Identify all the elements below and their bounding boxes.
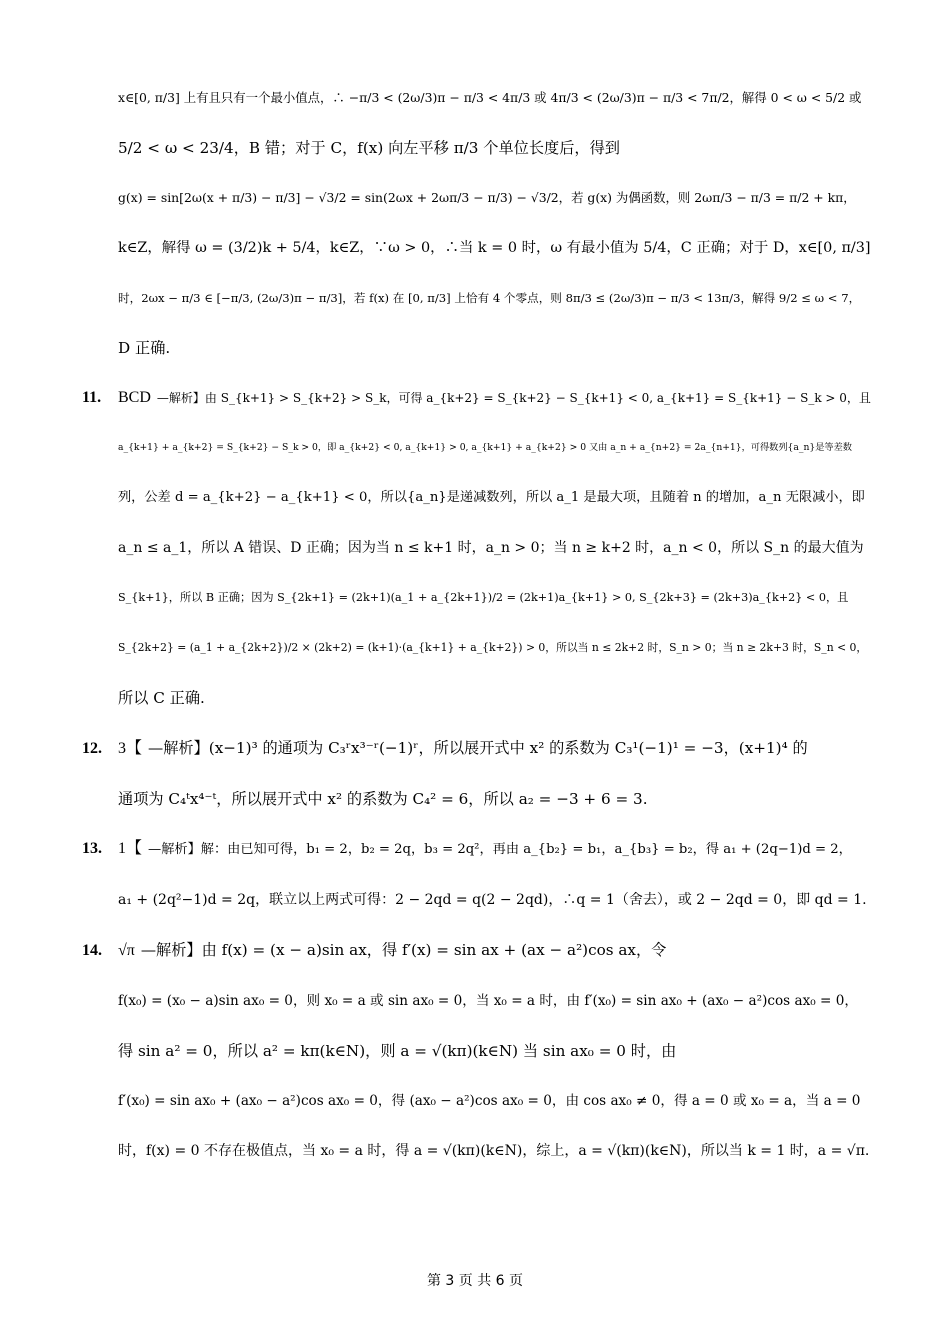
text-line: a_{k+1} + a_{k+2} = S_{k+2} − S_k > 0，即 a_{k+2} < 0, a_{k+1} > 0, a_{k+1} + a_{k+2} > 0 又由 a_n + a_{n+2} = 2a_{n+1}，可得数列{a_n}是等差数	[118, 442, 852, 453]
q10-continuation	[82, 86, 872, 360]
text-line: D 正确.	[118, 339, 171, 357]
text-line: 5/2 < ω < 23/4，B 错；对于 C，f(x) 向左平移 π/3 个单位长度后，得到	[118, 139, 620, 157]
question-header	[82, 386, 872, 410]
text-line: 通项为 C₄ᵗx⁴⁻ᵗ，所以展开式中 x² 的系数为 C₄² = 6，所以 a₂ = −3 + 6 = 3.	[118, 790, 648, 808]
text-line: S_{k+1}，所以 B 正确；因为 S_{2k+1} = (2k+1)(a_1 + a_{2k+1})/2 = (2k+1)a_{k+1} > 0, S_{2k+3} = (2k+3)a_{k+2} < 0，且	[118, 591, 849, 604]
answer-value: 1【	[118, 840, 143, 857]
question-11	[82, 386, 872, 710]
text-line: x∈[0, π/3] 上有且只有一个最小值点，∴ −π/3 < (2ω/3)π − π/3 < 4π/3 或 4π/3 < (2ω/3)π − π/3 < 7π/2，解得 0 < ω < 5/2 或	[118, 90, 862, 105]
text-line: f′(x₀) = sin ax₀ + (ax₀ − a²)cos ax₀ = 0，得 (ax₀ − a²)cos ax₀ = 0，由 cos ax₀ ≠ 0，得 a = 0 或 x₀ = a，当 a = 0	[118, 1093, 861, 1109]
text-line: 时，2ωx − π/3 ∈ [−π/3, (2ω/3)π − π/3]，若 f(x) 在 [0, π/3] 上恰有 4 个零点，则 8π/3 ≤ (2ω/3)π − π/3 < 13π/3，解得 9/2 ≤ ω < 7，	[118, 291, 861, 305]
solution-text: —解析】由 f(x) = (x − a)sin ax，得 f′(x) = sin ax + (ax − a²)cos ax，令	[140, 941, 667, 959]
answer-value: √π	[118, 942, 135, 959]
question-number: 13.	[82, 840, 102, 857]
question-number: 14.	[82, 942, 102, 959]
question-13	[82, 837, 872, 912]
answer-value: 3【	[118, 740, 143, 757]
solution-text: —解析】解：由已知可得，b₁ = 2，b₂ = 2q，b₃ = 2q²，再由 a_{b₂} = b₁，a_{b₃} = b₂，得 a₁ + (2q−1)d = 2，	[148, 842, 852, 857]
question-14	[82, 938, 872, 1163]
text-line: k∈Z，解得 ω = (3/2)k + 5/4，k∈Z，∵ω > 0，∴当 k = 0 时，ω 有最小值为 5/4，C 正确；对于 D，x∈[0, π/3]	[118, 240, 871, 256]
page-footer: 第 3 页 共 6 页	[426, 1273, 524, 1289]
text-line: a₁ + (2q²−1)d = 2q，联立以上两式可得：2 − 2qd = q(2 − 2qd)，∴q = 1（舍去），或 2 − 2qd = 0，即 qd = 1.	[118, 892, 867, 908]
question-header	[82, 736, 872, 761]
solution-text: —解析】(x−1)³ 的通项为 C₃ʳx³⁻ʳ(−1)ʳ，所以展开式中 x² 的系数为 C₃¹(−1)¹ = −3，(x+1)⁴ 的	[148, 739, 808, 757]
solution-text: —解析】由 S_{k+1} > S_{k+2} > S_k，可得 a_{k+2} = S_{k+2} − S_{k+1} < 0, a_{k+1} = S_{k+1} − S_k > 0，且	[156, 391, 871, 405]
question-header	[82, 837, 872, 862]
text-line: 时，f(x) = 0 不存在极值点，当 x₀ = a 时，得 a = √(kπ)(k∈N)，综上，a = √(kπ)(k∈N)，所以当 k = 1 时，a = √π.	[118, 1143, 870, 1159]
question-number: 11.	[82, 389, 102, 406]
text-line: g(x) = sin[2ω(x + π/3) − π/3] − √3/2 = sin(2ωx + 2ωπ/3 − π/3) − √3/2，若 g(x) 为偶函数，则 2ωπ/3 − π/3 = π/2 + kπ，	[118, 190, 856, 205]
answer-value: BCD	[118, 389, 151, 406]
text-line: S_{2k+2} = (a_1 + a_{2k+2})/2 × (2k+2) = (k+1)·(a_{k+1} + a_{k+2}) > 0，所以当 n ≤ 2k+2 时，S_n > 0；当 n ≥ 2k+3 时，S_n < 0，	[118, 641, 868, 654]
question-header	[82, 938, 872, 963]
text-line: 得 sin a² = 0，所以 a² = kπ(k∈N)，则 a = √(kπ)(k∈N) 当 sin ax₀ = 0 时，由	[118, 1042, 677, 1060]
text-line: 所以 C 正确.	[118, 689, 205, 707]
text-line: f(x₀) = (x₀ − a)sin ax₀ = 0，则 x₀ = a 或 sin ax₀ = 0，当 x₀ = a 时，由 f′(x₀) = sin ax₀ + (ax₀ − a²)cos ax₀ = 0，	[118, 993, 858, 1009]
question-number: 12.	[82, 740, 102, 757]
page-content	[82, 86, 872, 1189]
text-line: 列，公差 d = a_{k+2} − a_{k+1} < 0，所以{a_n}是递减数列，所以 a_1 是最大项，且随着 n 的增加，a_n 无限减小，即	[118, 490, 865, 505]
text-line: a_n ≤ a_1，所以 A 错误、D 正确；因为当 n ≤ k+1 时，a_n > 0；当 n ≥ k+2 时，a_n < 0，所以 S_n 的最大值为	[118, 540, 864, 556]
question-12	[82, 736, 872, 811]
